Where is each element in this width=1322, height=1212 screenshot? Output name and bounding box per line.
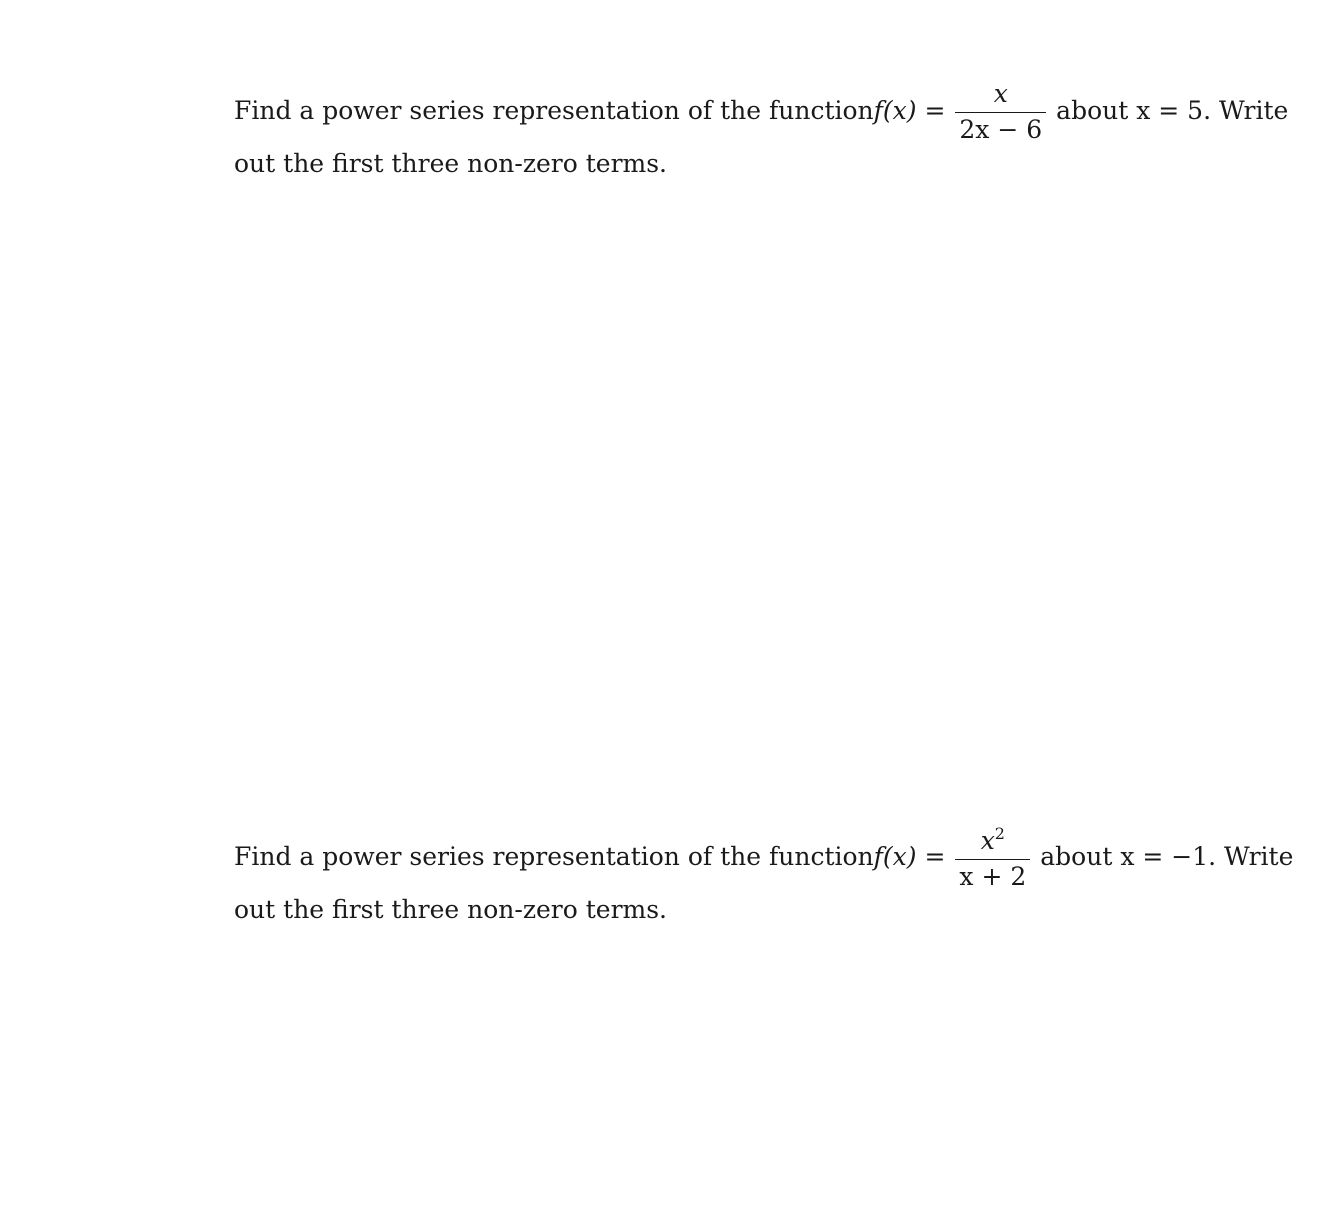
problem-1-center-text: about x = 5. Write xyxy=(1056,96,1289,125)
problem-1-line-1 xyxy=(234,74,1289,148)
problem-1-function-label: f(x) = xyxy=(873,96,946,125)
problem-2-numerator xyxy=(977,823,1009,859)
problem-1-line-2: out the first three non-zero terms. xyxy=(234,149,668,178)
problem-2-center-text: about x = −1. Write xyxy=(1040,842,1294,871)
problem-2-line-1 xyxy=(234,820,1294,894)
problem-1-fraction xyxy=(955,78,1046,144)
problem-1 xyxy=(234,74,1289,184)
problem-2-lead-text: Find a power series representation of the function xyxy=(234,842,874,871)
problem-2-numerator-exponent: 2 xyxy=(994,823,1005,843)
problem-1-lead-text: Find a power series representation of the function xyxy=(234,96,874,125)
problem-2-denominator: x + 2 xyxy=(955,859,1030,889)
problem-2-function-label: f(x) = xyxy=(873,842,946,871)
problem-2-numerator-base: x xyxy=(980,825,995,855)
problem-1-numerator: x xyxy=(993,78,1008,108)
problem-1-denominator: 2x − 6 xyxy=(955,112,1046,142)
problem-2-fraction xyxy=(955,823,1030,891)
problem-2-line-2: out the first three non-zero terms. xyxy=(234,895,668,924)
problem-2 xyxy=(234,820,1294,930)
